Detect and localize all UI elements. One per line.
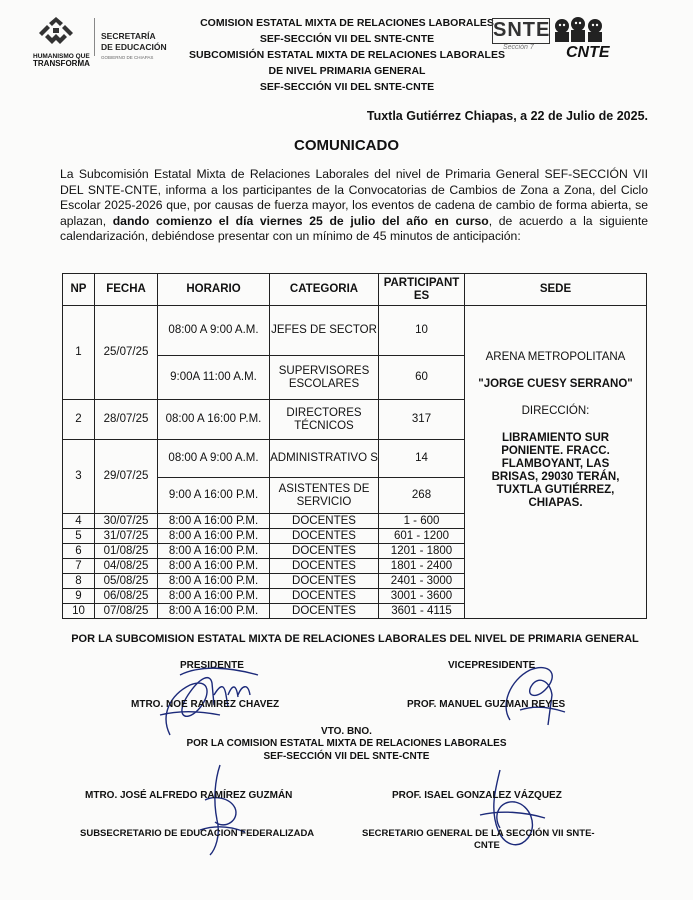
cell-categoria: DOCENTES	[270, 589, 379, 604]
cell-fecha: 07/08/25	[95, 604, 158, 619]
table-header-row	[63, 274, 647, 306]
cell-np: 10	[63, 604, 95, 619]
cell-categoria: DIRECTORES TÉCNICOS	[270, 400, 379, 440]
right-signer-name: PROF. ISAEL GONZALEZ VÁZQUEZ	[392, 790, 562, 801]
cell-participantes: 601 - 1200	[379, 529, 465, 544]
cell-fecha: 25/07/25	[95, 306, 158, 400]
cell-np: 2	[63, 400, 95, 440]
cell-horario: 8:00 A 16:00 P.M.	[158, 514, 270, 529]
cell-categoria: ADMINISTRATIVO S	[270, 440, 379, 478]
cell-participantes: 268	[379, 478, 465, 514]
col-header-sede: SEDE	[465, 274, 647, 306]
cell-np: 5	[63, 529, 95, 544]
snte-logo-text: SNTE	[493, 19, 551, 41]
vicepresidente-signature-icon	[470, 650, 580, 730]
cell-categoria: DOCENTES	[270, 544, 379, 559]
cell-np: 9	[63, 589, 95, 604]
header-title	[188, 15, 506, 95]
cell-participantes: 1201 - 1800	[379, 544, 465, 559]
header-title-line: COMISION ESTATAL MIXTA DE RELACIONES LABORALES	[200, 17, 494, 29]
sede-address: LIBRAMIENTO SUR PONIENTE. FRACC. FLAMBOYANT, LAS BRISAS, 29030 TERÁN, TUXTLA GUTIÉRREZ, CHIAPAS.	[491, 432, 620, 509]
cell-participantes: 1801 - 2400	[379, 559, 465, 574]
col-header-categoria: CATEGORIA	[270, 274, 379, 306]
cell-horario: 8:00 A 16:00 P.M.	[158, 544, 270, 559]
col-header-horario: HORARIO	[158, 274, 270, 306]
humanismo-text-1: HUMANISMO QUE	[33, 53, 90, 60]
comision-line-1: POR LA COMISION ESTATAL MIXTA DE RELACIONES LABORALES	[186, 738, 507, 749]
cell-fecha: 30/07/25	[95, 514, 158, 529]
cell-fecha: 31/07/25	[95, 529, 158, 544]
cell-participantes: 3001 - 3600	[379, 589, 465, 604]
cell-participantes: 10	[379, 306, 465, 356]
document-heading: COMUNICADO	[294, 137, 399, 154]
header-title-line: SEF-SECCIÓN VII DEL SNTE-CNTE	[259, 81, 435, 93]
cnte-faces-icon	[552, 14, 612, 46]
cell-np: 4	[63, 514, 95, 529]
col-header-fecha: FECHA	[95, 274, 158, 306]
left-signature-icon	[185, 760, 255, 860]
logo-divider	[94, 18, 95, 56]
place-date: Tuxtla Gutiérrez Chiapas, a 22 de Julio de 2025.	[366, 109, 648, 123]
sede-name: "JORGE CUESY SERRANO"	[478, 378, 633, 390]
table-row	[63, 306, 647, 356]
cell-categoria: DOCENTES	[270, 604, 379, 619]
presidente-name: MTRO. NOE RAMIREZ CHAVEZ	[131, 699, 280, 710]
cell-horario: 08:00 A 9:00 A.M.	[158, 440, 270, 478]
header-title-line: DE NIVEL PRIMARIA GENERAL	[268, 65, 426, 77]
cell-horario: 8:00 A 16:00 P.M.	[158, 604, 270, 619]
cell-sede	[465, 306, 647, 619]
sede-direccion-label: DIRECCIÓN:	[521, 405, 590, 417]
cell-categoria: DOCENTES	[270, 514, 379, 529]
cell-horario: 8:00 A 16:00 P.M.	[158, 589, 270, 604]
body-bold: dando comienzo el día viernes 25 de julio del año en curso	[112, 213, 489, 228]
sede-venue: ARENA METROPOLITANA	[485, 351, 626, 363]
cell-fecha: 28/07/25	[95, 400, 158, 440]
cell-categoria: ASISTENTES DE SERVICIO	[270, 478, 379, 514]
cell-np: 7	[63, 559, 95, 574]
calendar-table	[62, 273, 647, 619]
cell-categoria: SUPERVISORES ESCOLARES	[270, 356, 379, 400]
cell-participantes: 317	[379, 400, 465, 440]
secretaria-line-1: SECRETARÍA	[101, 31, 156, 41]
signature-subcomision: POR LA SUBCOMISION ESTATAL MIXTA DE RELACIONES LABORALES DEL NIVEL DE PRIMARIA GENERAL	[71, 633, 639, 645]
cell-fecha: 29/07/25	[95, 440, 158, 514]
left-signer-name: MTRO. JOSÉ ALFREDO RAMÍREZ GUZMÁN	[85, 790, 293, 801]
cell-participantes: 2401 - 3000	[379, 574, 465, 589]
cell-horario: 08:00 A 16:00 P.M.	[158, 400, 270, 440]
col-header-participantes: PARTICIPANT ES	[379, 274, 465, 306]
body-part-1: La Subcomisión Estatal Mixta de Relaciones Laborales del nivel de Primaria General SEF-SECCIÓN VII DEL SNTE-CNTE, informa a los participantes de la Convocatorias de Cambios de Zona a Zona, del Ciclo Escolar 2025-2026 que, por causas de fuerza mayor, los eventos de cadena de cambio de forma abierta, se aplazan,	[60, 167, 648, 228]
right-signer-title-1: SECRETARIO GENERAL DE LA SECCIÓN VII SNTE-	[362, 828, 595, 839]
cell-horario: 9:00A 11:00 A.M.	[158, 356, 270, 400]
cell-fecha: 05/08/25	[95, 574, 158, 589]
cell-participantes: 14	[379, 440, 465, 478]
cell-categoria: DOCENTES	[270, 559, 379, 574]
snte-logo	[492, 18, 550, 44]
vicepresidente-role: VICEPRESIDENTE	[448, 660, 536, 671]
cell-participantes: 1 - 600	[379, 514, 465, 529]
cell-participantes: 3601 - 4115	[379, 604, 465, 619]
cell-horario: 8:00 A 16:00 P.M.	[158, 574, 270, 589]
cell-np: 6	[63, 544, 95, 559]
presidente-role: PRESIDENTE	[180, 660, 244, 671]
cell-fecha: 04/08/25	[95, 559, 158, 574]
cell-horario: 8:00 A 16:00 P.M.	[158, 529, 270, 544]
vicepresidente-name: PROF. MANUEL GUZMAN REYES	[407, 699, 566, 710]
right-signer-title-2: CNTE	[474, 840, 500, 851]
humanismo-text-2: TRANSFORMA	[33, 59, 90, 68]
body-paragraph	[60, 167, 648, 245]
header-title-line: SUBCOMISIÓN ESTATAL MIXTA DE RELACIONES LABORALES	[189, 49, 505, 61]
vto-bno: VTO. BNO.	[321, 726, 372, 737]
cell-horario: 08:00 A 9:00 A.M.	[158, 306, 270, 356]
secretaria-line-2: DE EDUCACIÓN	[101, 42, 167, 52]
comision-line-2: SEF-SECCIÓN VII DEL SNTE-CNTE	[263, 751, 430, 762]
humanismo-emblem-icon	[37, 17, 75, 49]
snte-logo-sub: Sección 7	[503, 44, 534, 51]
cell-np: 3	[63, 440, 95, 514]
cell-np: 8	[63, 574, 95, 589]
cell-categoria: DOCENTES	[270, 574, 379, 589]
cell-horario: 8:00 A 16:00 P.M.	[158, 559, 270, 574]
col-header-np: NP	[63, 274, 95, 306]
secretaria-small: GOBIERNO DE CHIAPAS	[101, 55, 154, 60]
cell-categoria: DOCENTES	[270, 529, 379, 544]
cell-horario: 9:00 A 16:00 P.M.	[158, 478, 270, 514]
body-part-2: , de acuerdo a la siguiente calendarización, debiéndose presentar con un mínimo de 45 minutos de anticipación:	[60, 213, 648, 243]
cell-fecha: 01/08/25	[95, 544, 158, 559]
header-title-line: SEF-SECCIÓN VII DEL SNTE-CNTE	[259, 33, 435, 45]
cell-participantes: 60	[379, 356, 465, 400]
cell-fecha: 06/08/25	[95, 589, 158, 604]
cell-categoria: JEFES DE SECTOR	[270, 306, 379, 356]
cell-np: 1	[63, 306, 95, 400]
cnte-logo-text: CNTE	[566, 44, 610, 61]
left-signer-title: SUBSECRETARIO DE EDUCACION FEDERALIZADA	[80, 828, 315, 839]
